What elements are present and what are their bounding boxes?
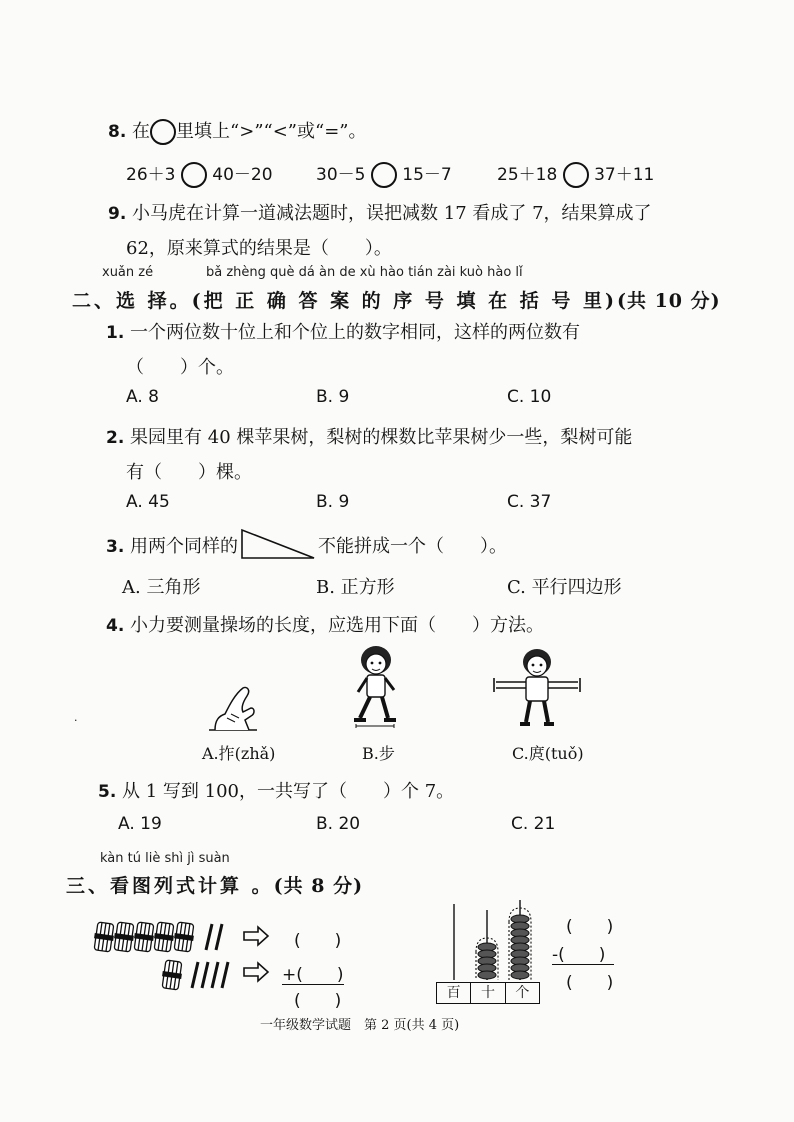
question-number: 1. (106, 323, 125, 343)
plus-answer-blank[interactable]: +( ) (282, 965, 344, 985)
section-points: (共 10 分) (616, 290, 721, 312)
question-9 (108, 199, 652, 225)
page-footer: 一年级数学试题 第 2 页(共 4 页) (260, 1018, 460, 1033)
option-b[interactable]: B. 9 (316, 492, 350, 512)
compare-right: 37＋11 (594, 165, 655, 185)
option-a[interactable]: A. 8 (126, 387, 159, 407)
arrow-icon (242, 926, 270, 946)
option-a[interactable]: A. 45 (126, 492, 170, 512)
hand-span-illustration (205, 680, 265, 732)
question-line1: 一个两位数十位上和个位上的数字相同，这样的两位数有 (130, 322, 581, 343)
difference-blank[interactable]: ( ) (566, 973, 614, 993)
question-line2: 有（ ）棵。 (126, 462, 252, 483)
question-8-pre: 在 (132, 121, 151, 142)
difference-line (552, 964, 614, 965)
answer-blank[interactable]: ( ) (294, 931, 342, 951)
option-a[interactable]: A. 三角形 (122, 577, 201, 598)
question-8-post: 里填上“>”“<”或“=”。 (176, 121, 367, 142)
pinyin-kantu: kàn tú liè shì jì suàn (100, 851, 230, 866)
sum-line (282, 984, 344, 985)
option-b[interactable]: B. 20 (316, 814, 361, 834)
question-number: 3. (106, 537, 125, 557)
circle-blank[interactable] (150, 119, 176, 145)
choice-question-2 (106, 423, 632, 449)
label-hundreds: 百 (437, 983, 471, 1003)
compare-circle-2[interactable] (371, 162, 397, 188)
section-points: (共 8 分) (273, 875, 364, 897)
subtrahend-blank[interactable]: -( ) (552, 945, 606, 965)
sum-answer-blank[interactable]: ( ) (294, 991, 342, 1011)
option-a[interactable]: A.拃(zhǎ) (202, 744, 276, 763)
question-number: 2. (106, 428, 125, 448)
compare-item-1 (126, 160, 273, 188)
choice-question-5 (98, 777, 454, 803)
compare-item-3 (497, 160, 654, 188)
compare-right: 40－20 (212, 165, 273, 185)
arrow-icon (242, 962, 270, 982)
compare-left: 25＋18 (497, 165, 558, 185)
question-line1: 从 1 写到 100，一共写了（ ）个 7。 (122, 781, 455, 802)
question-number: 8. (108, 122, 127, 142)
option-b[interactable]: B.步 (362, 744, 395, 763)
stray-mark: · (74, 714, 78, 727)
question-9-line1: 小马虎在计算一道减法题时，误把减数 17 看成了 7，结果算成了 (132, 203, 652, 224)
question-line1: 小力要测量操场的长度，应选用下面（ ）方法。 (130, 615, 545, 636)
option-c[interactable]: C. 平行四边形 (507, 577, 622, 598)
question-pre: 用两个同样的 (130, 536, 239, 557)
option-c[interactable]: C.庹(tuǒ) (512, 744, 584, 763)
compare-item-2 (316, 160, 452, 188)
compare-circle-1[interactable] (181, 162, 207, 188)
compare-circle-3[interactable] (563, 162, 589, 188)
section-3-title (66, 871, 363, 898)
question-line1: 果园里有 40 棵苹果树，梨树的棵数比苹果树少一些，梨树可能 (130, 427, 633, 448)
compare-left: 30－5 (316, 165, 366, 185)
stick-bundles-row-1 (96, 920, 236, 954)
question-post: 不能拼成一个（ ）。 (318, 536, 507, 557)
compare-right: 15－7 (402, 165, 452, 185)
section-2-title (72, 286, 721, 313)
choice-question-1 (106, 318, 580, 344)
arm-span-boy-illustration (492, 646, 582, 730)
stick-bundles-row-2 (162, 958, 242, 992)
label-ones: 个 (515, 985, 530, 1001)
question-number: 9. (108, 204, 127, 224)
section-title-text: 三、看图列式计算 。 (66, 875, 274, 897)
option-b[interactable]: B. 正方形 (316, 577, 395, 598)
question-8 (108, 117, 367, 145)
pinyin-instruction: bǎ zhèng què dá àn de xù hào tián zài kuò hào lǐ (206, 265, 523, 280)
option-c[interactable]: C. 21 (511, 814, 556, 834)
choice-question-3 (106, 532, 238, 558)
right-triangle-figure (240, 528, 316, 560)
question-number: 5. (98, 782, 117, 802)
option-c[interactable]: C. 37 (507, 492, 552, 512)
pinyin-xuanze: xuǎn zé (102, 265, 154, 280)
option-c[interactable]: C. 10 (507, 387, 552, 407)
question-9-line2: 62，原来算式的结果是（ ）。 (126, 238, 392, 259)
compare-left: 26＋3 (126, 165, 176, 185)
section-title-text: 二、选 择。(把 正 确 答 案 的 序 号 填 在 括 号 里) (72, 290, 617, 312)
question-number: 4. (106, 616, 125, 636)
walking-boy-illustration (350, 644, 402, 732)
option-b[interactable]: B. 9 (316, 387, 350, 407)
minuend-blank[interactable]: ( ) (566, 917, 614, 937)
choice-question-4 (106, 611, 544, 637)
label-tens: 十 (471, 983, 505, 1003)
abacus-rods (432, 900, 542, 982)
abacus-place-labels (436, 982, 540, 1004)
option-a[interactable]: A. 19 (118, 814, 162, 834)
question-line2: （ ）个。 (126, 357, 234, 378)
